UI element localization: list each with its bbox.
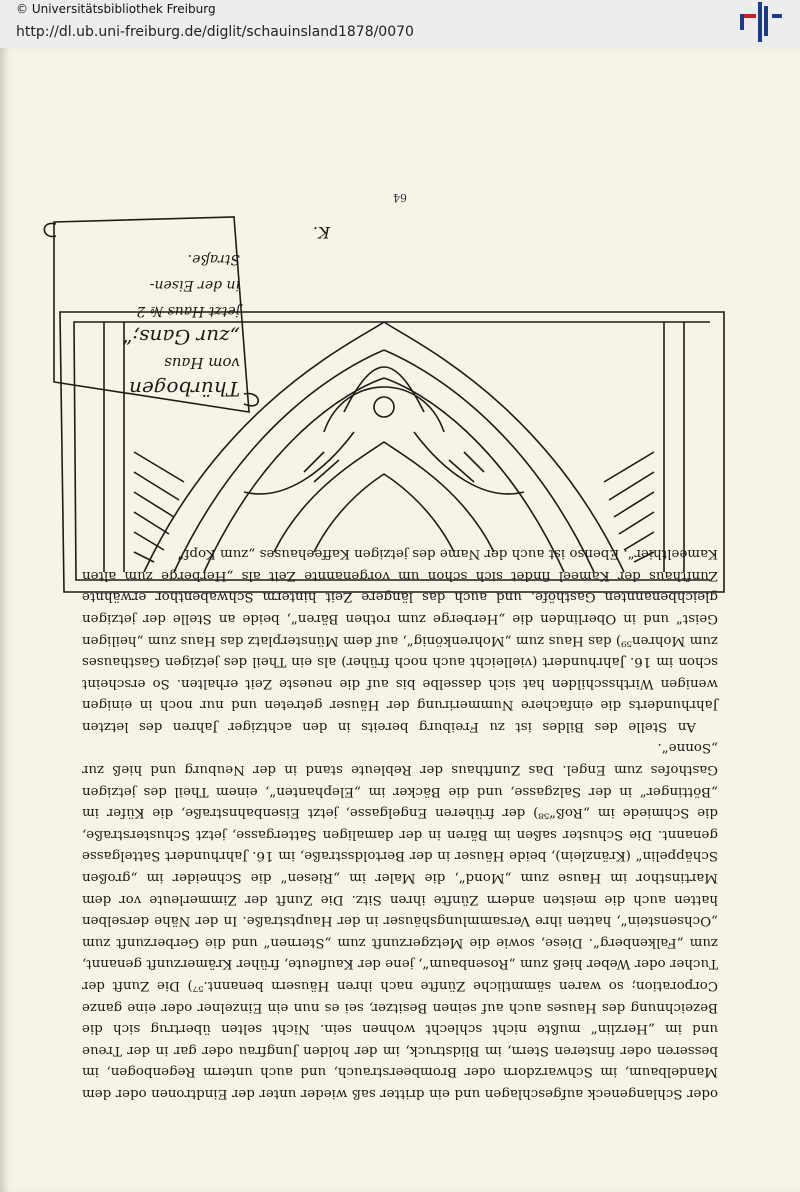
cartouche-line-1: Thürbogen [128, 377, 240, 401]
scanned-page [0, 48, 800, 1192]
page-content-rotated [0, 48, 800, 1192]
cartouche-line-3: „zur Gans;“ [122, 325, 240, 349]
paragraph-1: oder Schlangeneck aufgeschlagen und ein dritter saß wieder unter der Eindtronen oder dem Mandelbaum, im Schwarzdorn oder Brombeerstrauch, und auch unterm Regenbogen, im besseren oder finsteren Stern, im Blidstruck, im der holden Jungfrau oder gar in der Treue und im „Herzlin“ mußte nicht schlecht wohnen sein. Nicht selten übertrug sich die Bezeichnung des Hauses auch auf seinen Besitzer, sei es nun ein Einzelner oder eine ganze Corporation; so waren sämmtliche Zünfte nach ihren Häusern benannt.⁵⁷) Die Zunft der Tucher oder Weber hieß zum „Rosenbaum“, jene der Kaufleute, früher Krämerzunft genannt, zum „Falkenberg“. Diese, sowie die Metzgerzunft zum „Sternen“ und die Gerberzunft zum „Ochsenstein“, hatten ihre Versammlungshäuser in der Hauptstraße. In der Nähe derselben hatten auch die meisten andern Zünfte ihren Sitz. Die Zunft der Zimmerleute vor dem Martinsthor im Hause zum „Mond“, die Maler im „Riesen“ die Schneider im „großen Schäppelin“ (Kränzlein), beide Häuser in der Bertoldsstraße, im 16. Jahrhundert Sattelgasse genannt. Die Schuster saßen im Bären in der damaligen Sattergasse, jetzt Schusterstraße, die Schmiede im „Roß“⁵⁸) der früheren Engelgasse, jetzt Eisenbahnstraße, die Küfer im „Böttinger“ in der Salzgasse, und die Bäcker im „Elephanten“, einem Theil des jetzigen Gasthofes zum Engel. Das Zunfthaus der Rebleute stand in der Neuburg und hieß zur „Sonne“. [82, 740, 718, 1101]
cartouche-line-2: vom Haus [164, 354, 240, 372]
cartouche-text [40, 246, 240, 402]
cartouche-line-6: Straße. [187, 251, 240, 267]
paragraph-2: An Stelle des Bildes ist zu Freiburg bereits in den achtziger Jahren des letzten Jahrhunderts die einfachere Nummerirung der Häuser getreten und nur noch in einigen wenigen Wirthsschilden hat sich dasselbe bis auf die neueste Zeit erhalten. So erscheint schon im 16. Jahrhundert (vielleicht auch noch früher) als ein Theil des jetzigen Gasthauses zum Mohren⁵⁹) das Haus zum „Mohrenkönig“, auf dem Münsterplatz das Haus zum „heiligen Geist“ und in Oberlinden die „Herberge zum rothen Bären“, beide an Stelle der jetzigen gleichbenannten Gasthöfe, und auch das längere Zeit hinterm Schwabenthor erwähnte Zunfthaus der Kameel findet sich schon um vorgenannte Zeit als „Herberge zum alten Kameelthier“. Ebenso ist auch der Name des jetzigen Kaffeehauses „zum Kopf“ [82, 546, 718, 734]
source-url[interactable]: http://dl.ub.uni-freiburg.de/diglit/schauinsland1878/0070 [16, 24, 414, 40]
library-header [0, 0, 800, 49]
university-logo-icon [738, 2, 784, 42]
cartouche-line-4: jetzt Haus № 2 [136, 303, 240, 319]
copyright-notice: © Universitätsbibliothek Freiburg [16, 2, 216, 16]
body-text [82, 543, 718, 1104]
cartouche-line-5: in der Eisen- [149, 277, 240, 293]
page-number: 64 [393, 191, 407, 204]
artist-signature: K. [312, 223, 330, 242]
